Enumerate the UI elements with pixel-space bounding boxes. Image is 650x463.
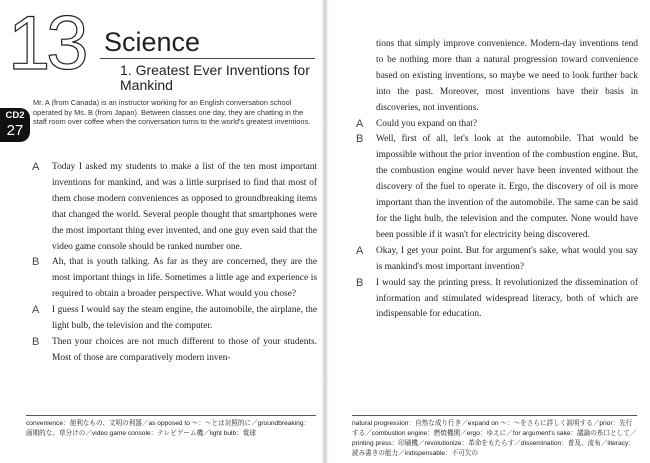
speaker-label: A <box>32 304 40 317</box>
cd-label: CD2 <box>5 110 25 121</box>
dialogue-text: I guess I would say the steam engine, the automobile, the airplane, the light bulb, the television and the computer. <box>52 305 317 332</box>
glossary-divider <box>352 415 637 416</box>
book-gutter <box>321 0 329 463</box>
section-title: 1. Greatest Ever Inventions for Mankind <box>120 62 310 93</box>
dialogue-line <box>356 244 638 276</box>
dialogue-left <box>32 160 317 367</box>
chapter-title: Science <box>104 27 201 57</box>
dialogue-continuation: tions that simply improve convenience. Modern-day inventions tend to be nothing more than a natural progression toward convenience based on existing inventions, so maybe we need to look further back into the past. Moreover, most inventions have their basis in discoveries, not inventions. <box>376 39 638 113</box>
glossary-right: natural progression：自然な成り行き／expand on ～：～をさらに詳しく説明する／prior：先行する／combustion engine：燃焼機関／ergo：ゆえに／for argument's sake：議論の糸口として／printing press：印刷機／revolutionize：革命をもたらす／dissemination：普及、流布／literacy：読み書きの能力／indispensable：不可欠の <box>352 420 637 457</box>
dialogue-text: Ah, that is youth talking. As far as they are concerned, they are the most important things in life. Sometimes a little age and experience is required to obtain a broader perspective. What would you chose? <box>52 257 317 300</box>
speaker-label: A <box>32 161 40 173</box>
dialogue-line <box>356 276 638 324</box>
dialogue-line <box>32 160 317 255</box>
dialogue-text: Could you expand on that? <box>376 118 478 129</box>
cd-track-badge <box>0 108 30 142</box>
dialogue-line <box>32 335 317 367</box>
speaker-label: B <box>356 133 364 146</box>
scene-intro: Mr. A (from Canada) is an instructor working for an English conversation school operated by Ms. B (from Japan). Between classes one day, they are chatting in the staff room over coffee when the conversation turns to the world's greatest inventions. <box>33 98 311 127</box>
cd-track-number: 27 <box>6 122 24 139</box>
speaker-label: B <box>32 335 40 348</box>
speaker-label: A <box>356 117 364 130</box>
dialogue-text: Then your choices are not much different to those of your students. Most of those are comparatively modern inven- <box>52 336 317 363</box>
dialogue-line <box>32 255 317 303</box>
chapter-number: 13 <box>8 1 85 86</box>
speaker-label: B <box>356 276 364 289</box>
dialogue-line <box>356 132 638 243</box>
speaker-label: A <box>356 244 364 257</box>
dialogue-text: Well, first of all, let's look at the automobile. That would be impossible without the prior invention of the combustion engine. But, the combustion engine would never have been invented without the discovery of the fuel to operate it. Ergo, the discovery of oil is more important than the invention of the automobile. The same can be said for the light bulb, the television and the computer. None would have been possible if it wasn't for electricity being discovered. <box>376 134 638 240</box>
speaker-label: B <box>32 256 40 269</box>
glossary-left: convenience：便利なもの、文明の利器／as opposed to ～：～とは対照的に／groundbreaking：画期的な、草分けの／video game console：テレビゲーム機／light bulb：電球 <box>26 420 311 437</box>
dialogue-text: Today I asked my students to make a list of the ten most important inventions for mankind, and was a little surprised to find that most of them chose modern conveniences as opposed to groundbreaking items that changed the world. Several people thought that smartphones were the most important thing ever invented, and one guy even said that the video game console should be ranked number one. <box>52 162 317 252</box>
glossary-divider <box>26 415 316 416</box>
dialogue-text: Okay, I get your point. But for argument's sake, what would you say is mankind's most important invention? <box>376 245 638 272</box>
dialogue-line <box>356 117 638 133</box>
dialogue-right <box>356 37 638 323</box>
dialogue-line <box>32 303 317 335</box>
title-divider <box>100 58 315 59</box>
dialogue-text: I would say the printing press. It revolutionized the dissemination of information and stimulated widespread literacy, both of which are indispensable for education. <box>376 277 638 320</box>
